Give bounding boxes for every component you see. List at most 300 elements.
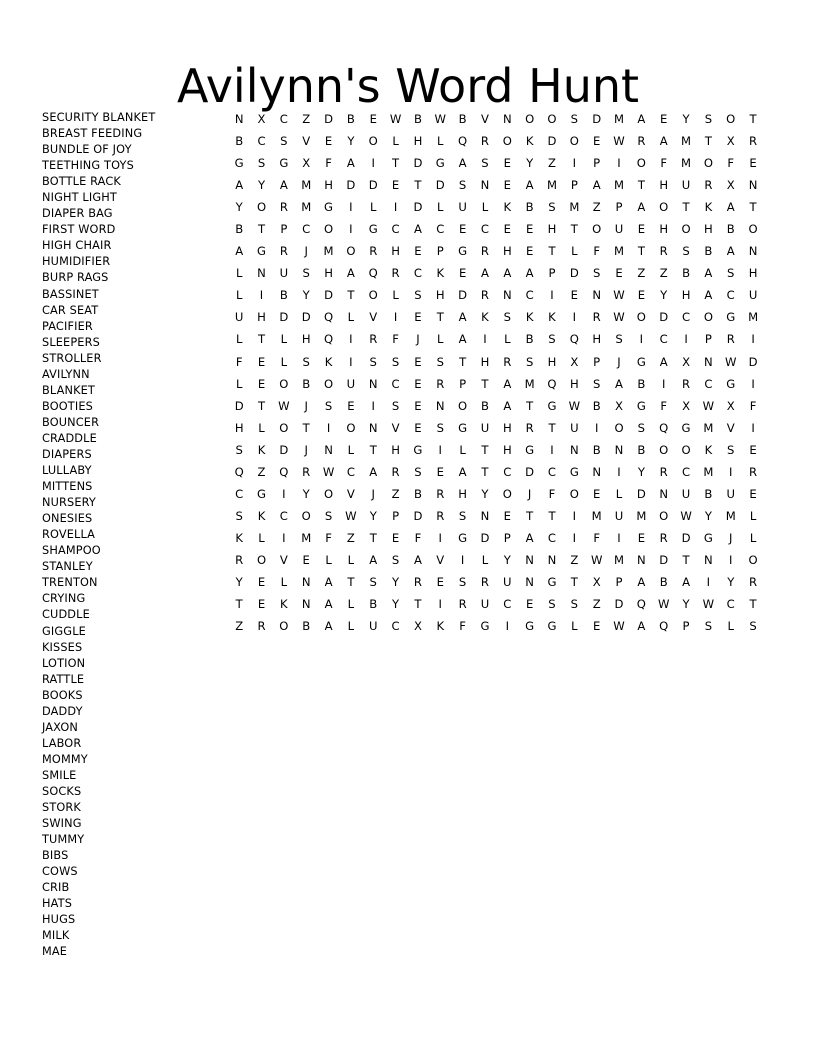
word-list-item: SLEEPERS bbox=[42, 335, 100, 349]
grid-cell: A bbox=[503, 398, 512, 413]
grid-cell: N bbox=[502, 288, 512, 303]
word-list-item: SHAMPOO bbox=[42, 544, 101, 558]
grid-cell: T bbox=[704, 134, 712, 149]
grid-cell: L bbox=[749, 508, 757, 523]
grid-cell: A bbox=[637, 574, 646, 589]
grid-cell: N bbox=[659, 486, 669, 501]
grid-cell: Y bbox=[682, 112, 690, 126]
grid-cell: C bbox=[525, 288, 534, 303]
grid-cell: O bbox=[703, 156, 713, 171]
grid-cell: V bbox=[302, 134, 311, 149]
grid-cell: H bbox=[681, 288, 691, 303]
grid-cell: E bbox=[749, 156, 757, 171]
grid-cell: D bbox=[279, 310, 289, 325]
grid-cell: X bbox=[615, 398, 623, 413]
grid-cell: R bbox=[480, 574, 489, 589]
grid-cell: K bbox=[436, 619, 445, 634]
grid-cell: I bbox=[661, 376, 666, 391]
grid-cell: E bbox=[525, 597, 534, 612]
grid-cell: D bbox=[614, 597, 624, 612]
grid-cell: B bbox=[637, 442, 646, 457]
grid-cell: L bbox=[280, 332, 288, 347]
grid-cell: Z bbox=[302, 112, 311, 126]
grid-cell: P bbox=[548, 266, 556, 281]
grid-cell: I bbox=[684, 332, 688, 347]
grid-cell: C bbox=[391, 376, 400, 391]
grid-cell: T bbox=[481, 464, 489, 479]
grid-cell: F bbox=[593, 244, 600, 259]
grid-cell: A bbox=[346, 156, 355, 171]
grid-cell: N bbox=[704, 552, 713, 567]
word-list-item: TEETHING TOYS bbox=[42, 159, 134, 173]
grid-cell: S bbox=[257, 156, 266, 171]
grid-row bbox=[228, 108, 764, 130]
grid-cell: B bbox=[346, 112, 355, 126]
grid-cell: D bbox=[413, 156, 423, 171]
grid-cell: K bbox=[525, 310, 534, 325]
grid-cell: E bbox=[347, 398, 355, 413]
grid-cell: D bbox=[234, 398, 244, 413]
grid-cell: P bbox=[436, 244, 444, 259]
grid-cell: O bbox=[659, 200, 669, 215]
grid-cell: L bbox=[504, 332, 511, 347]
grid-cell: L bbox=[727, 619, 734, 634]
grid-cell: R bbox=[592, 310, 601, 325]
grid-cell: S bbox=[391, 398, 400, 413]
grid-cell: I bbox=[706, 574, 711, 589]
word-list-item: TUMMY bbox=[42, 833, 85, 847]
grid-cell: I bbox=[550, 442, 554, 457]
grid-cell: F bbox=[235, 354, 243, 369]
grid-cell: D bbox=[324, 288, 334, 303]
word-list-item: AVILYNN bbox=[42, 367, 90, 381]
grid-cell: I bbox=[282, 486, 286, 501]
word-list-item: STANLEY bbox=[42, 560, 93, 574]
grid-cell: H bbox=[547, 354, 557, 369]
grid-cell: H bbox=[502, 244, 512, 259]
grid-cell: H bbox=[458, 486, 467, 501]
grid-cell: A bbox=[525, 266, 534, 281]
grid-cell: G bbox=[636, 398, 646, 413]
grid-cell: O bbox=[323, 222, 334, 237]
grid-cell: E bbox=[615, 266, 623, 281]
word-list-item: MILK bbox=[42, 929, 70, 943]
grid-cell: X bbox=[682, 398, 691, 413]
grid-cell: T bbox=[257, 398, 266, 413]
grid-cell: D bbox=[301, 310, 311, 325]
grid-cell: G bbox=[257, 244, 266, 259]
grid-cell: B bbox=[726, 222, 735, 237]
grid-cell: L bbox=[235, 332, 243, 347]
grid-row bbox=[228, 439, 764, 461]
grid-cell: I bbox=[751, 332, 755, 347]
grid-cell: R bbox=[436, 508, 445, 523]
grid-cell: R bbox=[458, 597, 467, 612]
grid-cell: O bbox=[368, 134, 378, 149]
grid-cell: Y bbox=[392, 597, 400, 612]
grid-cell: S bbox=[727, 442, 735, 457]
grid-cell: E bbox=[414, 398, 422, 413]
word-list-item: MITTENS bbox=[42, 480, 93, 494]
word-list-item: FIRST WORD bbox=[42, 223, 116, 237]
grid-cell: I bbox=[460, 552, 465, 567]
grid-cell: L bbox=[347, 552, 355, 567]
grid-cell: H bbox=[324, 178, 333, 193]
grid-cell: E bbox=[257, 354, 266, 369]
grid-cell: G bbox=[458, 530, 468, 545]
grid-cell: W bbox=[613, 310, 625, 325]
grid-cell: E bbox=[570, 288, 578, 303]
grid-cell: Z bbox=[235, 619, 244, 634]
grid-cell: S bbox=[727, 266, 735, 281]
grid-cell: L bbox=[325, 552, 332, 567]
grid-row bbox=[228, 196, 764, 218]
grid-cell: N bbox=[637, 552, 646, 567]
grid-cell: I bbox=[729, 464, 733, 479]
grid-cell: D bbox=[458, 288, 468, 303]
grid-cell: K bbox=[436, 266, 445, 281]
grid-cell: A bbox=[637, 619, 646, 634]
grid-cell: T bbox=[526, 398, 534, 413]
grid-cell: C bbox=[726, 597, 735, 612]
grid-cell: B bbox=[302, 619, 311, 634]
grid-cell: A bbox=[704, 266, 713, 281]
grid-cell: W bbox=[613, 288, 625, 303]
grid-cell: A bbox=[726, 200, 735, 215]
grid-cell: G bbox=[547, 574, 557, 589]
grid-cell: T bbox=[637, 178, 645, 193]
grid-cell: I bbox=[550, 288, 554, 303]
grid-cell: I bbox=[751, 420, 755, 435]
grid-cell: B bbox=[413, 486, 422, 501]
grid-cell: S bbox=[682, 244, 690, 259]
grid-cell: U bbox=[614, 508, 624, 523]
grid-cell: E bbox=[257, 597, 266, 612]
grid-cell: E bbox=[324, 134, 333, 149]
letter-grid bbox=[228, 108, 764, 637]
grid-cell: O bbox=[368, 288, 378, 303]
grid-cell: W bbox=[590, 552, 603, 567]
grid-row bbox=[228, 527, 764, 549]
grid-cell: I bbox=[483, 332, 487, 347]
grid-cell: F bbox=[593, 530, 600, 545]
grid-cell: Z bbox=[548, 156, 556, 171]
grid-cell: U bbox=[681, 486, 691, 501]
grid-cell: E bbox=[637, 530, 646, 545]
word-list-item: SOCKS bbox=[42, 784, 82, 798]
grid-cell: G bbox=[458, 420, 468, 435]
grid-cell: A bbox=[458, 464, 467, 479]
grid-row bbox=[228, 351, 764, 373]
grid-cell: Z bbox=[257, 464, 266, 479]
grid-cell: A bbox=[324, 619, 333, 634]
grid-cell: U bbox=[346, 376, 356, 391]
grid-cell: R bbox=[682, 376, 691, 391]
grid-cell: U bbox=[234, 310, 244, 325]
word-list-item: LULLABY bbox=[42, 464, 92, 478]
grid-cell: M bbox=[546, 178, 557, 193]
grid-cell: B bbox=[592, 398, 601, 413]
grid-cell: O bbox=[569, 486, 579, 501]
grid-cell: W bbox=[345, 508, 357, 523]
grid-cell: C bbox=[503, 597, 512, 612]
grid-cell: O bbox=[346, 420, 356, 435]
grid-cell: K bbox=[704, 442, 713, 457]
grid-cell: Y bbox=[257, 178, 266, 193]
grid-cell: H bbox=[592, 332, 602, 347]
grid-cell: V bbox=[369, 310, 378, 325]
grid-cell: P bbox=[615, 574, 623, 589]
grid-cell: E bbox=[414, 310, 422, 325]
grid-cell: I bbox=[438, 530, 442, 545]
grid-cell: I bbox=[572, 156, 577, 171]
grid-cell: B bbox=[279, 288, 288, 303]
grid-cell: Z bbox=[592, 200, 601, 215]
grid-cell: I bbox=[371, 156, 375, 171]
grid-cell: H bbox=[704, 222, 713, 237]
grid-cell: A bbox=[637, 200, 646, 215]
grid-cell: L bbox=[258, 420, 265, 435]
word-list-item: BOTTLE RACK bbox=[42, 175, 121, 189]
grid-cell: L bbox=[571, 244, 578, 259]
grid-cell: Z bbox=[637, 266, 646, 281]
word-list-item: CAR SEAT bbox=[42, 303, 99, 317]
grid-cell: M bbox=[591, 508, 602, 523]
grid-cell: D bbox=[413, 200, 423, 215]
grid-cell: S bbox=[280, 134, 288, 149]
grid-cell: O bbox=[547, 112, 557, 126]
grid-cell: G bbox=[547, 619, 557, 634]
word-list-item: ROVELLA bbox=[42, 528, 96, 542]
grid-cell: O bbox=[256, 200, 267, 215]
grid-cell: A bbox=[346, 266, 355, 281]
grid-cell: A bbox=[503, 266, 512, 281]
grid-row bbox=[228, 417, 764, 439]
grid-cell: T bbox=[257, 332, 266, 347]
grid-cell: C bbox=[681, 310, 691, 325]
grid-cell: L bbox=[481, 200, 489, 215]
grid-cell: S bbox=[704, 619, 713, 634]
grid-cell: Y bbox=[637, 464, 645, 479]
grid-cell: A bbox=[279, 178, 288, 193]
grid-row bbox=[228, 571, 764, 593]
grid-cell: S bbox=[235, 508, 243, 523]
grid-cell: L bbox=[370, 200, 377, 215]
grid-cell: M bbox=[703, 420, 714, 435]
grid-cell: G bbox=[703, 530, 713, 545]
grid-cell: E bbox=[391, 178, 400, 193]
grid-cell: Q bbox=[458, 134, 468, 149]
grid-cell: A bbox=[682, 574, 691, 589]
grid-cell: B bbox=[637, 376, 646, 391]
grid-cell: N bbox=[301, 597, 311, 612]
grid-cell: M bbox=[301, 200, 312, 215]
grid-cell: G bbox=[726, 376, 736, 391]
grid-cell: M bbox=[323, 244, 334, 259]
grid-cell: Z bbox=[592, 597, 601, 612]
grid-cell: O bbox=[592, 222, 602, 237]
grid-cell: G bbox=[435, 156, 445, 171]
grid-cell: H bbox=[413, 134, 423, 149]
grid-cell: A bbox=[503, 376, 512, 391]
grid-cell: B bbox=[458, 112, 467, 126]
grid-cell: S bbox=[615, 332, 623, 347]
grid-cell: O bbox=[502, 134, 512, 149]
grid-cell: K bbox=[525, 134, 534, 149]
word-list-item: DIAPERS bbox=[42, 447, 92, 461]
grid-cell: M bbox=[725, 508, 736, 523]
grid-cell: Y bbox=[503, 552, 511, 567]
grid-cell: A bbox=[413, 552, 422, 567]
grid-cell: B bbox=[704, 486, 713, 501]
word-list-item: STORK bbox=[42, 801, 81, 815]
grid-cell: K bbox=[235, 530, 243, 545]
grid-row bbox=[228, 373, 764, 395]
grid-cell: A bbox=[369, 552, 378, 567]
grid-cell: J bbox=[304, 442, 308, 457]
grid-cell: H bbox=[659, 178, 669, 193]
grid-cell: Z bbox=[391, 486, 400, 501]
grid-cell: I bbox=[572, 310, 577, 325]
grid-cell: E bbox=[257, 376, 266, 391]
word-list-item: CRADDLE bbox=[42, 431, 97, 445]
grid-cell: N bbox=[257, 266, 266, 281]
grid-cell: X bbox=[257, 112, 266, 126]
grid-cell: Y bbox=[481, 486, 489, 501]
grid-cell: F bbox=[392, 332, 399, 347]
grid-row bbox=[228, 218, 764, 240]
grid-cell: L bbox=[459, 442, 466, 457]
word-list-item: MAE bbox=[42, 945, 68, 959]
grid-cell: J bbox=[527, 486, 532, 501]
grid-cell: E bbox=[436, 464, 444, 479]
grid-cell: Z bbox=[570, 552, 579, 567]
grid-cell: K bbox=[257, 508, 266, 523]
word-list-item: BASSINET bbox=[42, 287, 99, 301]
grid-cell: C bbox=[704, 376, 713, 391]
grid-cell: E bbox=[503, 508, 511, 523]
grid-cell: F bbox=[727, 156, 735, 171]
grid-cell: N bbox=[592, 464, 602, 479]
grid-cell: E bbox=[302, 552, 310, 567]
grid-cell: O bbox=[502, 486, 512, 501]
grid-cell: M bbox=[301, 530, 312, 545]
grid-cell: I bbox=[572, 530, 577, 545]
grid-cell: V bbox=[391, 420, 400, 435]
word-list-item: BUNDLE OF JOY bbox=[42, 143, 132, 157]
word-list-item: HUMIDIFIER bbox=[42, 255, 111, 269]
grid-cell: L bbox=[347, 310, 355, 325]
grid-cell: I bbox=[349, 222, 353, 237]
grid-cell: P bbox=[570, 178, 578, 193]
grid-cell: K bbox=[704, 200, 713, 215]
grid-cell: R bbox=[369, 332, 378, 347]
grid-cell: S bbox=[570, 112, 578, 126]
grid-cell: Z bbox=[659, 266, 668, 281]
grid-cell: Y bbox=[235, 200, 243, 215]
grid-cell: L bbox=[571, 619, 578, 634]
grid-cell: O bbox=[301, 508, 311, 523]
grid-cell: O bbox=[659, 508, 669, 523]
grid-cell: F bbox=[459, 619, 466, 634]
grid-cell: P bbox=[503, 530, 511, 545]
grid-cell: W bbox=[568, 398, 581, 413]
grid-cell: R bbox=[391, 266, 400, 281]
word-list-item: CUDDLE bbox=[42, 608, 90, 622]
grid-cell: I bbox=[594, 420, 599, 435]
word-list-item: KISSES bbox=[42, 640, 83, 654]
grid-cell: D bbox=[413, 508, 423, 523]
grid-cell: C bbox=[726, 288, 735, 303]
grid-cell: E bbox=[749, 442, 757, 457]
grid-cell: C bbox=[681, 464, 691, 479]
grid-cell: J bbox=[371, 486, 375, 501]
word-list-item: BURP RAGS bbox=[42, 271, 109, 285]
grid-cell: O bbox=[279, 619, 289, 634]
grid-cell: T bbox=[548, 420, 556, 435]
grid-cell: U bbox=[480, 420, 490, 435]
grid-cell: A bbox=[324, 597, 333, 612]
grid-cell: L bbox=[615, 486, 623, 501]
grid-cell: O bbox=[323, 376, 334, 391]
grid-cell: T bbox=[347, 574, 355, 589]
grid-cell: N bbox=[324, 442, 333, 457]
grid-cell: T bbox=[257, 222, 266, 237]
grid-cell: H bbox=[435, 288, 445, 303]
grid-cell: Z bbox=[346, 530, 355, 545]
grid-cell: C bbox=[659, 332, 668, 347]
grid-cell: S bbox=[749, 619, 757, 634]
grid-cell: I bbox=[349, 354, 353, 369]
grid-cell: Y bbox=[302, 486, 310, 501]
grid-cell: T bbox=[392, 156, 400, 171]
grid-cell: Q bbox=[323, 310, 334, 325]
grid-cell: N bbox=[368, 420, 378, 435]
word-list-item: RATTLE bbox=[42, 672, 85, 686]
word-list-item: BLANKET bbox=[42, 383, 95, 397]
word-list-item: BOOTIES bbox=[42, 399, 93, 413]
grid-cell: G bbox=[324, 200, 334, 215]
grid-cell: B bbox=[302, 376, 311, 391]
grid-cell: L bbox=[437, 134, 444, 149]
grid-cell: N bbox=[748, 244, 758, 259]
grid-cell: T bbox=[682, 200, 690, 215]
grid-cell: M bbox=[614, 552, 625, 567]
grid-cell: H bbox=[659, 222, 669, 237]
grid-cell: T bbox=[302, 420, 310, 435]
grid-cell: W bbox=[613, 619, 625, 634]
grid-cell: T bbox=[414, 597, 422, 612]
grid-cell: B bbox=[413, 112, 422, 126]
grid-row bbox=[228, 240, 764, 262]
grid-cell: C bbox=[413, 266, 422, 281]
grid-cell: I bbox=[639, 332, 644, 347]
grid-cell: S bbox=[548, 332, 556, 347]
grid-cell: N bbox=[480, 178, 490, 193]
grid-cell: L bbox=[437, 332, 444, 347]
grid-cell: Q bbox=[659, 619, 669, 634]
grid-cell: O bbox=[726, 112, 736, 126]
grid-cell: M bbox=[614, 112, 625, 126]
grid-cell: M bbox=[614, 178, 625, 193]
grid-cell: X bbox=[726, 398, 735, 413]
word-list-item: NIGHT LIGHT bbox=[42, 191, 117, 205]
grid-cell: R bbox=[302, 464, 311, 479]
grid-cell: C bbox=[391, 619, 400, 634]
grid-cell: B bbox=[525, 332, 534, 347]
grid-cell: A bbox=[369, 464, 378, 479]
grid-cell: W bbox=[389, 112, 402, 126]
